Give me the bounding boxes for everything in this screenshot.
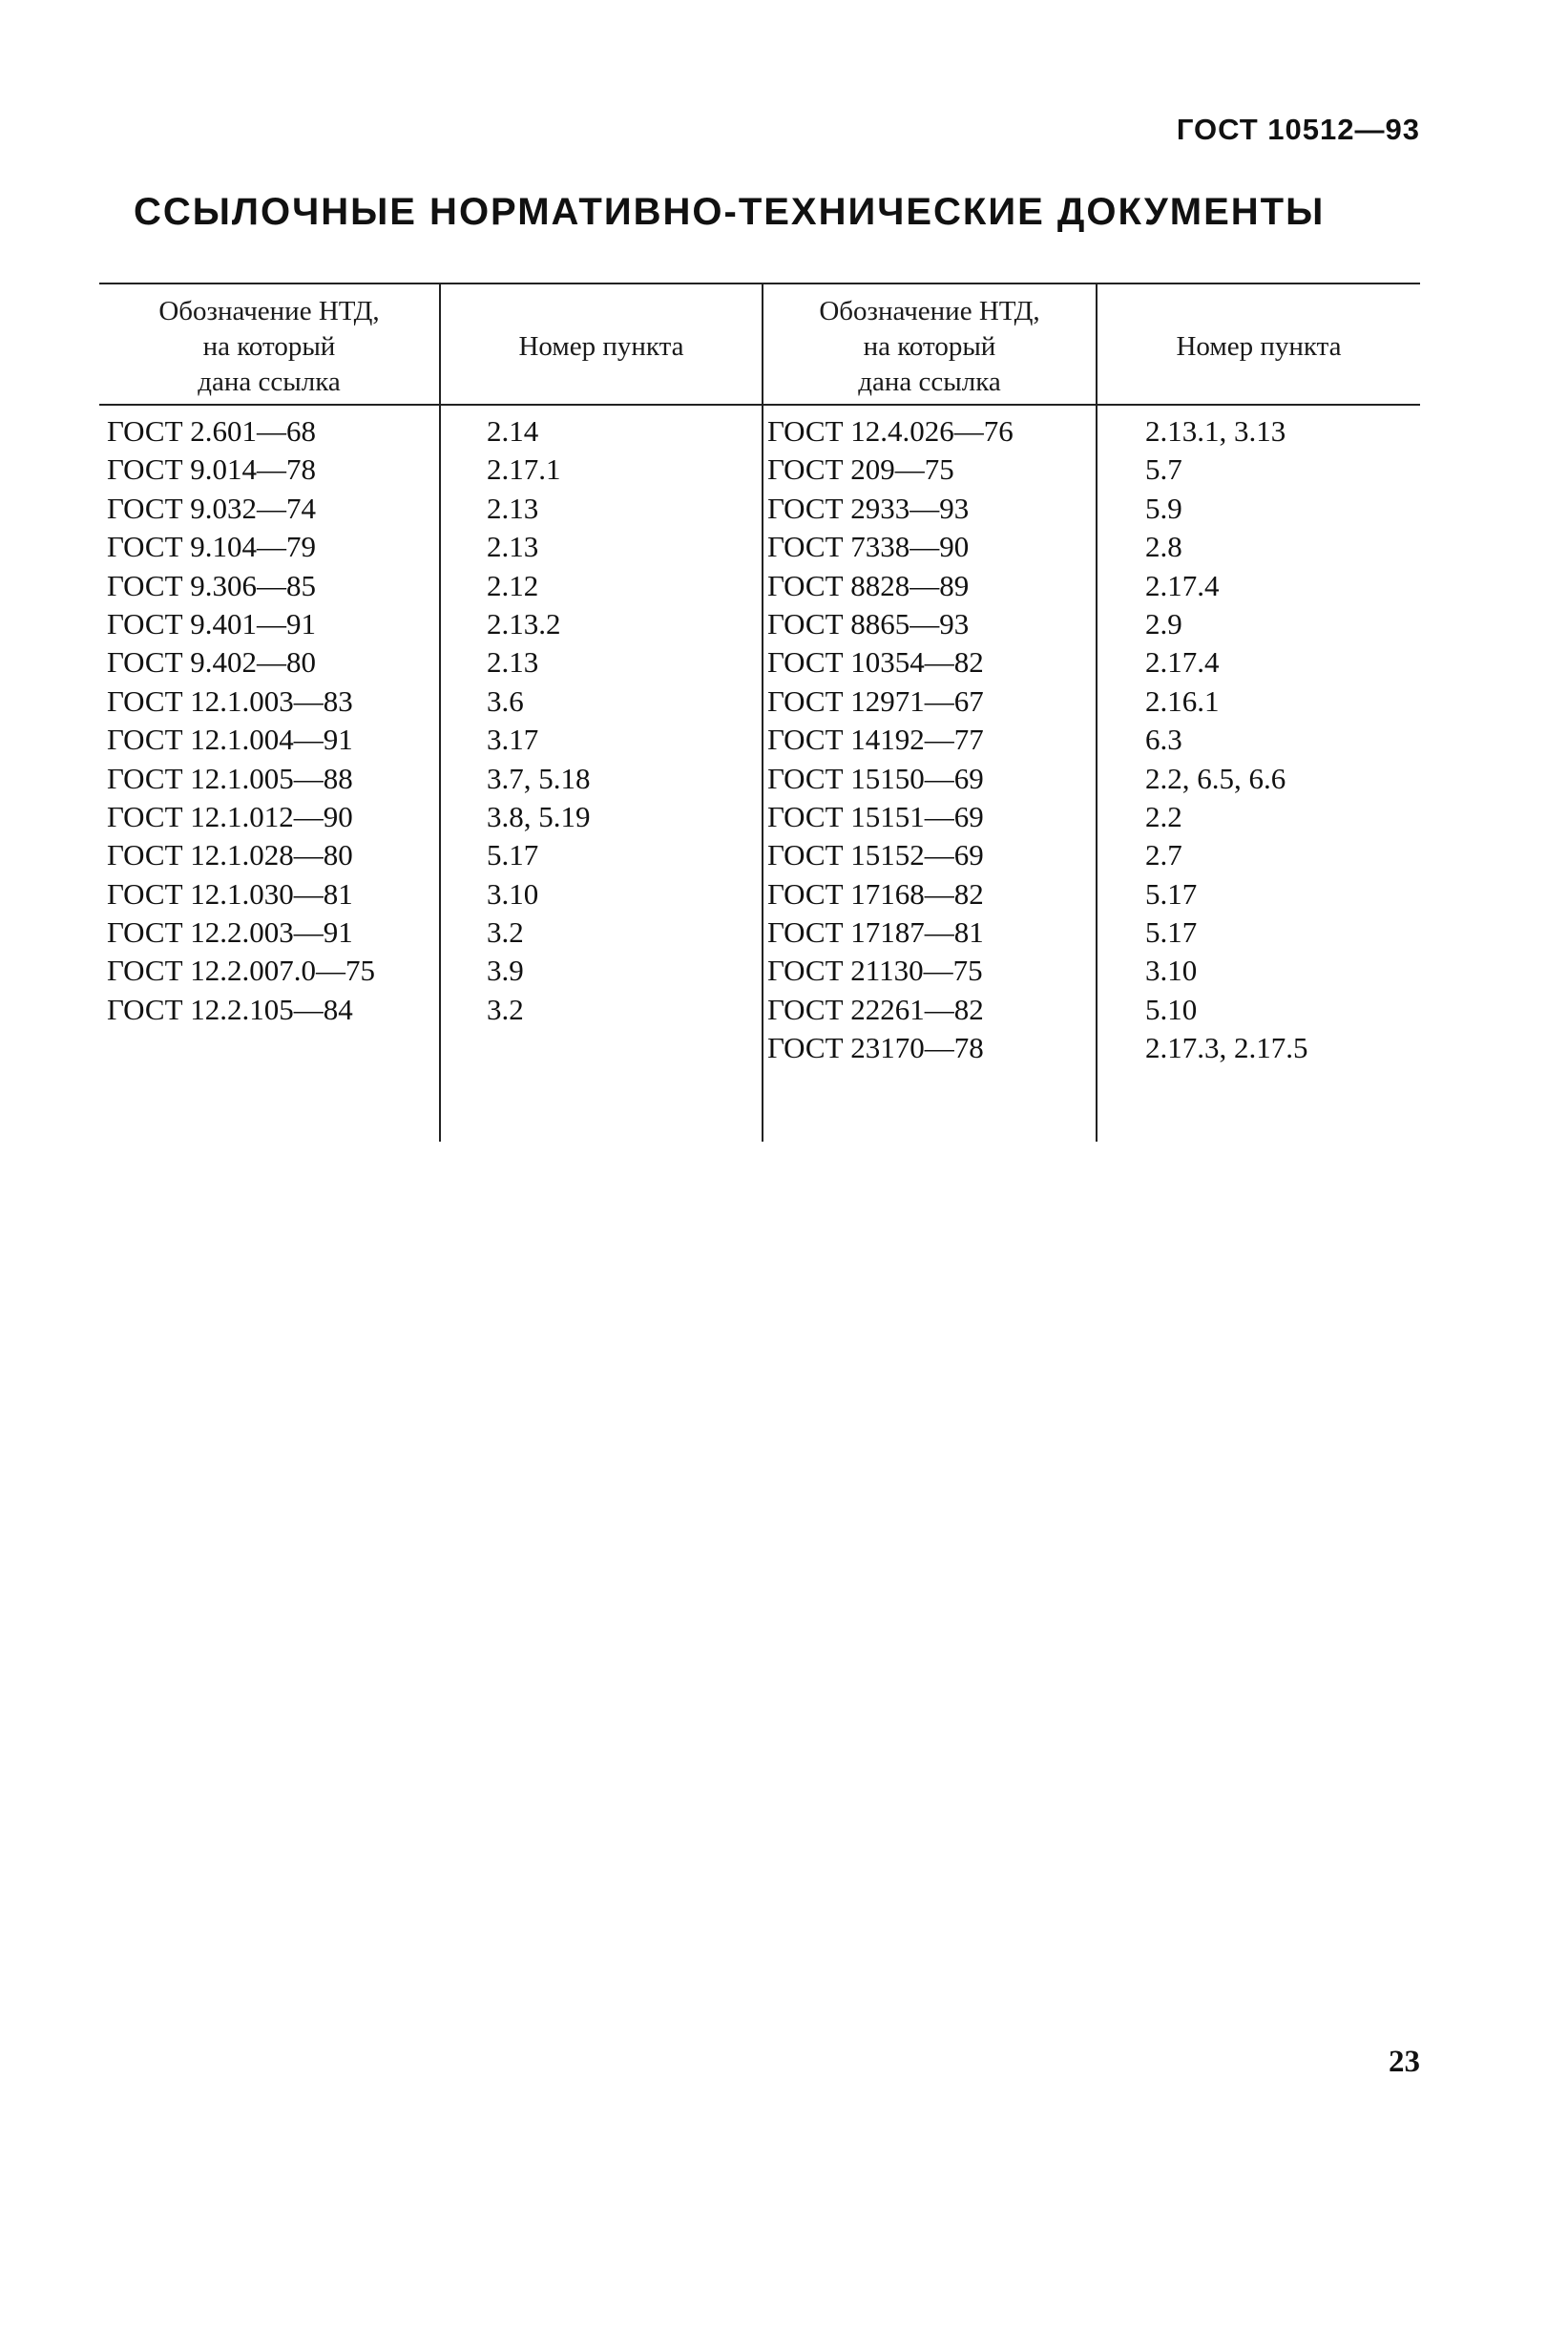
right-clause-column — [1145, 412, 1308, 1068]
table-cell-clause: 2.13.2 — [487, 606, 561, 640]
table-cell-clause: 5.7 — [1145, 452, 1182, 487]
table-cell-clause: 2.17.4 — [1145, 645, 1220, 680]
table-cell-clause: 5.17 — [487, 838, 539, 872]
table-cell-designation: ГОСТ 12.2.003—91 — [107, 915, 353, 950]
table-cell-clause: 3.6 — [487, 683, 524, 718]
table-cell-designation: ГОСТ 9.401—91 — [107, 606, 317, 640]
table-cell-designation: ГОСТ 12971—67 — [767, 683, 984, 718]
table-cell-designation: ГОСТ 10354—82 — [767, 645, 984, 680]
col-header-clause-left: Номер пункта — [518, 331, 684, 362]
table-cell-designation: ГОСТ 12.1.004—91 — [107, 723, 353, 757]
table-cell-designation: ГОСТ 12.1.005—88 — [107, 761, 353, 795]
column-divider — [1096, 283, 1098, 1142]
table-cell-designation: ГОСТ 12.1.012—90 — [107, 799, 353, 833]
table-cell-designation: ГОСТ 12.2.105—84 — [107, 992, 353, 1026]
table-cell-clause: 2.13 — [487, 491, 539, 525]
table-cell-designation: ГОСТ 9.104—79 — [107, 530, 317, 564]
left-clause-column — [487, 412, 591, 1029]
table-cell-designation: ГОСТ 17168—82 — [767, 876, 984, 911]
table-cell-clause: 3.10 — [487, 876, 539, 911]
table-cell-clause: 2.13 — [487, 645, 539, 680]
table-cell-designation: ГОСТ 9.306—85 — [107, 568, 317, 602]
table-cell-clause: 2.7 — [1145, 838, 1182, 872]
page-number: 23 — [1389, 2045, 1420, 2079]
table-cell-designation: ГОСТ 12.1.030—81 — [107, 876, 353, 911]
table-cell-clause: 3.7, 5.18 — [487, 761, 591, 795]
table-cell-clause: 3.10 — [1145, 954, 1198, 988]
table-cell-clause: 2.9 — [1145, 606, 1182, 640]
left-doc-column — [107, 412, 375, 1029]
table-cell-designation: ГОСТ 2.601—68 — [107, 414, 317, 448]
right-doc-column — [767, 412, 1014, 1068]
table-cell-clause: 6.3 — [1145, 723, 1182, 757]
table-cell-designation: ГОСТ 8828—89 — [767, 568, 970, 602]
col-header-designation-left: Обозначение НТД, на который дана ссылка — [158, 296, 380, 397]
table-header-rule — [99, 404, 1420, 406]
table-cell-designation: ГОСТ 9.014—78 — [107, 452, 317, 487]
table-cell-clause: 3.2 — [487, 915, 524, 950]
table-cell-designation: ГОСТ 12.4.026—76 — [767, 414, 1014, 448]
table-cell-designation: ГОСТ 15150—69 — [767, 761, 984, 795]
table-cell-clause: 2.17.1 — [487, 452, 561, 487]
table-cell-clause: 2.2, 6.5, 6.6 — [1145, 761, 1286, 795]
doc-code: ГОСТ 10512—93 — [1176, 113, 1420, 146]
column-divider — [439, 283, 441, 1142]
table-cell-designation: ГОСТ 12.2.007.0—75 — [107, 954, 376, 988]
table-cell-clause: 3.9 — [487, 954, 524, 988]
table-cell-designation: ГОСТ 7338—90 — [767, 530, 970, 564]
table-cell-designation: ГОСТ 22261—82 — [767, 992, 984, 1026]
table-cell-clause: 2.12 — [487, 568, 539, 602]
table-cell-clause: 2.16.1 — [1145, 683, 1220, 718]
table-top-rule — [99, 283, 1420, 284]
table-cell-clause: 2.14 — [487, 414, 539, 448]
table-cell-clause: 2.17.3, 2.17.5 — [1145, 1031, 1308, 1065]
table-cell-clause: 5.10 — [1145, 992, 1198, 1026]
table-cell-designation: ГОСТ 8865—93 — [767, 606, 970, 640]
table-cell-clause: 2.2 — [1145, 799, 1182, 833]
column-divider — [762, 283, 763, 1142]
table-cell-designation: ГОСТ 15151—69 — [767, 799, 984, 833]
table-cell-clause: 3.17 — [487, 723, 539, 757]
table-cell-designation: ГОСТ 209—75 — [767, 452, 954, 487]
table-cell-designation: ГОСТ 23170—78 — [767, 1031, 984, 1065]
table-cell-designation: ГОСТ 12.1.028—80 — [107, 838, 353, 872]
page-title: ССЫЛОЧНЫЕ НОРМАТИВНО-ТЕХНИЧЕСКИЕ ДОКУМЕНТЫ — [134, 191, 1326, 233]
table-cell-clause: 3.2 — [487, 992, 524, 1026]
table-cell-designation: ГОСТ 14192—77 — [767, 723, 984, 757]
table-cell-clause: 2.17.4 — [1145, 568, 1220, 602]
table-cell-designation: ГОСТ 17187—81 — [767, 915, 984, 950]
col-header-clause-right: Номер пункта — [1176, 331, 1342, 362]
table-cell-designation: ГОСТ 12.1.003—83 — [107, 683, 353, 718]
table-cell-clause: 3.8, 5.19 — [487, 799, 591, 833]
table-cell-designation: ГОСТ 21130—75 — [767, 954, 983, 988]
table-cell-clause: 5.9 — [1145, 491, 1182, 525]
table-cell-clause: 2.13 — [487, 530, 539, 564]
table-cell-designation: ГОСТ 2933—93 — [767, 491, 970, 525]
table-cell-clause: 2.13.1, 3.13 — [1145, 414, 1286, 448]
table-cell-clause: 5.17 — [1145, 915, 1198, 950]
references-table — [99, 283, 1420, 1142]
table-cell-clause: 5.17 — [1145, 876, 1198, 911]
col-header-designation-right: Обозначение НТД, на который дана ссылка — [819, 296, 1040, 397]
table-cell-clause: 2.8 — [1145, 530, 1182, 564]
table-cell-designation: ГОСТ 15152—69 — [767, 838, 984, 872]
table-cell-designation: ГОСТ 9.032—74 — [107, 491, 317, 525]
table-cell-designation: ГОСТ 9.402—80 — [107, 645, 317, 680]
